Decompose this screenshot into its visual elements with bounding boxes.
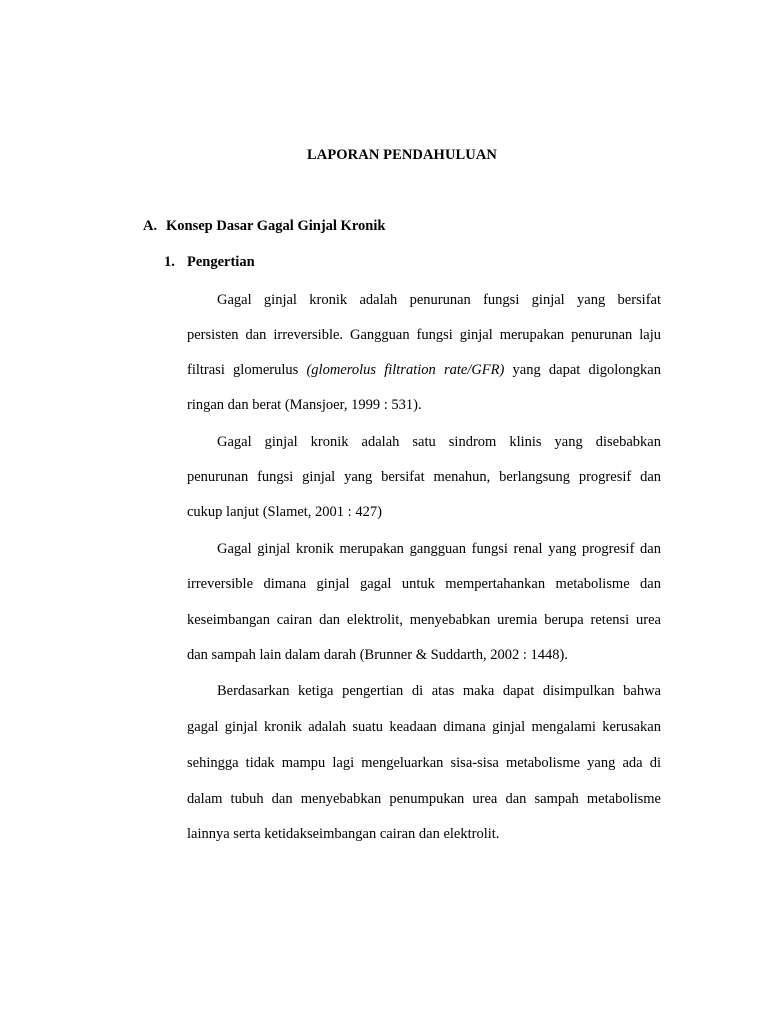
paragraph-line: dan sampah lain dalam darah (Brunner & Suddarth, 2002 : 1448). bbox=[187, 647, 568, 663]
paragraph-line: Gagal ginjal kronik adalah satu sindrom klinis yang disebabkan bbox=[217, 434, 661, 450]
text-run: filtrasi glomerulus bbox=[187, 362, 307, 378]
subsection-number: 1. bbox=[164, 254, 175, 270]
text-run: yang dapat digolongkan bbox=[504, 362, 661, 378]
paragraph-line: gagal ginjal kronik adalah suatu keadaan dimana ginjal mengalami kerusakan bbox=[187, 719, 661, 735]
paragraph-line: ringan dan berat (Mansjoer, 1999 : 531). bbox=[187, 397, 422, 413]
subsection-title: Pengertian bbox=[187, 254, 255, 270]
paragraph-line: lainnya serta ketidakseimbangan cairan dan elektrolit. bbox=[187, 826, 500, 842]
paragraph-line: cukup lanjut (Slamet, 2001 : 427) bbox=[187, 504, 382, 520]
paragraph-line: penurunan fungsi ginjal yang bersifat menahun, berlangsung progresif dan bbox=[187, 469, 661, 485]
paragraph-line: persisten dan irreversible. Gangguan fungsi ginjal merupakan penurunan laju bbox=[187, 327, 661, 343]
subsection-heading bbox=[164, 254, 255, 271]
paragraph-line: irreversible dimana ginjal gagal untuk mempertahankan metabolisme dan bbox=[187, 576, 661, 592]
paragraph-line: keseimbangan cairan dan elektrolit, menyebabkan uremia berupa retensi urea bbox=[187, 612, 661, 628]
section-number: A. bbox=[143, 218, 158, 234]
paragraph-line: Gagal ginjal kronik adalah penurunan fungsi ginjal yang bersifat bbox=[217, 292, 661, 308]
paragraph-line: Berdasarkan ketiga pengertian di atas maka dapat disimpulkan bahwa bbox=[217, 683, 661, 699]
italic-term: (glomerolus filtration rate/GFR) bbox=[306, 362, 505, 378]
paragraph-line: dalam tubuh dan menyebabkan penumpukan urea dan sampah metabolisme bbox=[187, 791, 661, 807]
section-heading bbox=[143, 218, 385, 235]
paragraph-line: sehingga tidak mampu lagi mengeluarkan sisa-sisa metabolisme yang ada di bbox=[187, 755, 661, 771]
paragraph-line bbox=[187, 360, 661, 380]
document-title: LAPORAN PENDAHULUAN bbox=[307, 147, 497, 163]
paragraph-line: Gagal ginjal kronik merupakan gangguan fungsi renal yang progresif dan bbox=[217, 541, 661, 557]
section-title: Konsep Dasar Gagal Ginjal Kronik bbox=[166, 218, 386, 234]
